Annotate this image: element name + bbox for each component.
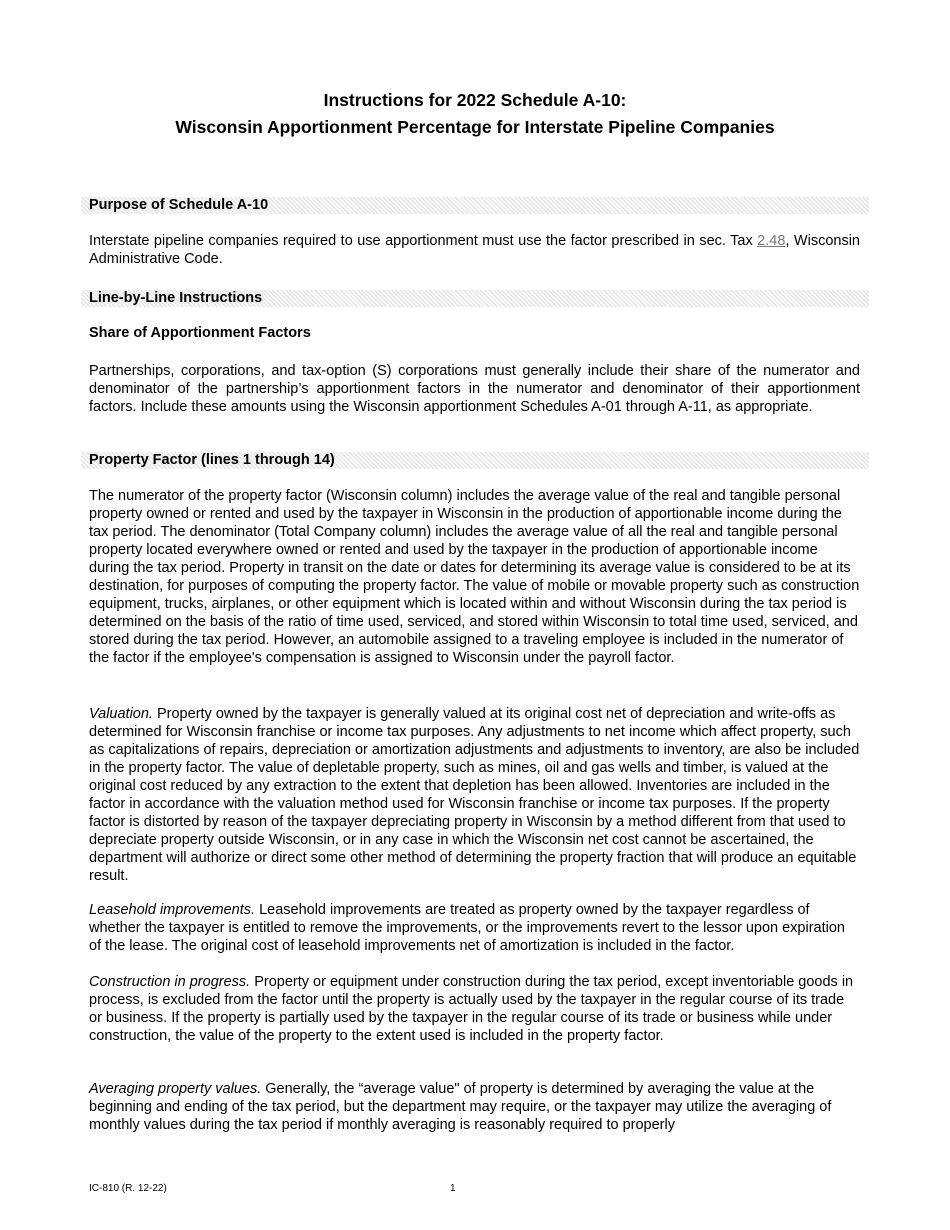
purpose-text-after: , Wisconsin Administrative Code.	[89, 233, 860, 267]
purpose-text-before: Interstate pipeline companies required to use apportionment must use the factor prescribed in sec. Tax	[89, 233, 758, 249]
property-factor-intro-paragraph: The numerator of the property factor (Wisconsin column) includes the average value of the real and tangible personal property owned or rented and used by the taxpayer in Wisconsin in the production of apportionable income during the tax period. The denominator (Total Company column) includes the average value of all the real and tangible personal property located everywhere owned or rented and used by the taxpayer in the production of apportionable income during the tax period. Property in transit on the date or dates for determining its average value is considered to be at its destination, for purposes of computing the property factor. The value of mobile or movable property such as construction equipment, trucks, airplanes, or other equipment which is located within and without Wisconsin during the tax period is determined on the basis of the ratio of time used, serviced, and stored within Wisconsin to total time used, serviced, and stored during the tax period. However, an automobile assigned to a traveling employee is included in the numerator of the factor if the employee's compensation is assigned to Wisconsin under the payroll factor.	[89, 488, 860, 666]
section-header-property-factor-label: Property Factor (lines 1 through 14)	[89, 452, 335, 468]
section-header-line-by-line	[81, 290, 869, 307]
averaging-term: Averaging property values.	[89, 1081, 262, 1097]
page-number: 1	[450, 1183, 456, 1194]
leasehold-paragraph	[89, 901, 860, 955]
page-title-line-2: Wisconsin Apportionment Percentage for Interstate Pipeline Companies	[175, 117, 775, 137]
share-of-factors-paragraph: Partnerships, corporations, and tax-option (S) corporations must generally include their share of the numerator and denominator of the partnership’s apportionment factors in the numerator and denominator of their apportionment factors. Include these amounts using the Wisconsin apportionment Schedules A-01 through A-11, as appropriate.	[89, 363, 860, 415]
section-header-purpose-label: Purpose of Schedule A-10	[89, 197, 269, 213]
averaging-paragraph	[89, 1080, 860, 1134]
page-title-line-1: Instructions for 2022 Schedule A-10:	[323, 90, 627, 110]
construction-text: Property or equipment under construction during the tax period, except inventoriable goods in process, is excluded from the factor until the property is actually used by the taxpayer in the regular course of its trade or business. If the property is partially used by the taxpayer in the regular course of its trade or business while under construction, the value of the property to the extent used is included in the property factor.	[89, 974, 854, 1044]
construction-term: Construction in progress.	[89, 974, 251, 990]
valuation-term: Valuation.	[89, 706, 153, 722]
section-header-property-factor	[81, 452, 869, 469]
averaging-text: Generally, the “average value" of property is determined by averaging the value at the beginning and ending of the tax period, but the department may require, or the taxpayer may utilize the averaging of monthly values during the tax period if monthly averaging is reasonably required to properly	[89, 1081, 832, 1133]
valuation-text: Property owned by the taxpayer is generally valued at its original cost net of depreciation and write-offs as determined for Wisconsin franchise or income tax purposes. Any adjustments to net income which affect property, such as capitalizations of repairs, depreciation or amortization adjustments and adjustments to inventory, are also be included in the property factor. The value of depletable property, such as mines, oil and gas wells and timber, is valued at the original cost reduced by any extraction to the extent that depletion has been allowed. Inventories are included in the factor in accordance with the valuation method used for Wisconsin franchise or income tax purposes. If the property factor is distorted by reason of the taxpayer depreciating property in Wisconsin by a method different from that used to depreciate property outside Wisconsin, or in any case in which the Wisconsin net cost cannot be ascertained, the department will authorize or direct some other method of determining the property fraction that will produce an equitable result.	[89, 706, 860, 884]
leasehold-text: Leasehold improvements are treated as property owned by the taxpayer regardless of whether the taxpayer is entitled to remove the improvements, or the improvements revert to the lessor upon expiration of the lease. The original cost of leasehold improvements net of amortization is included in the factor.	[89, 902, 845, 954]
leasehold-term: Leasehold improvements.	[89, 902, 256, 918]
subheading-share-of-factors: Share of Apportionment Factors	[89, 325, 311, 341]
valuation-paragraph	[89, 705, 860, 885]
form-id: IC-810 (R. 12-22)	[89, 1183, 167, 1194]
construction-paragraph	[89, 973, 860, 1045]
section-header-line-by-line-label: Line-by-Line Instructions	[89, 290, 263, 306]
tax-2-48-link[interactable]: 2.48	[757, 233, 786, 249]
section-header-purpose	[81, 197, 869, 214]
purpose-paragraph	[89, 232, 860, 268]
